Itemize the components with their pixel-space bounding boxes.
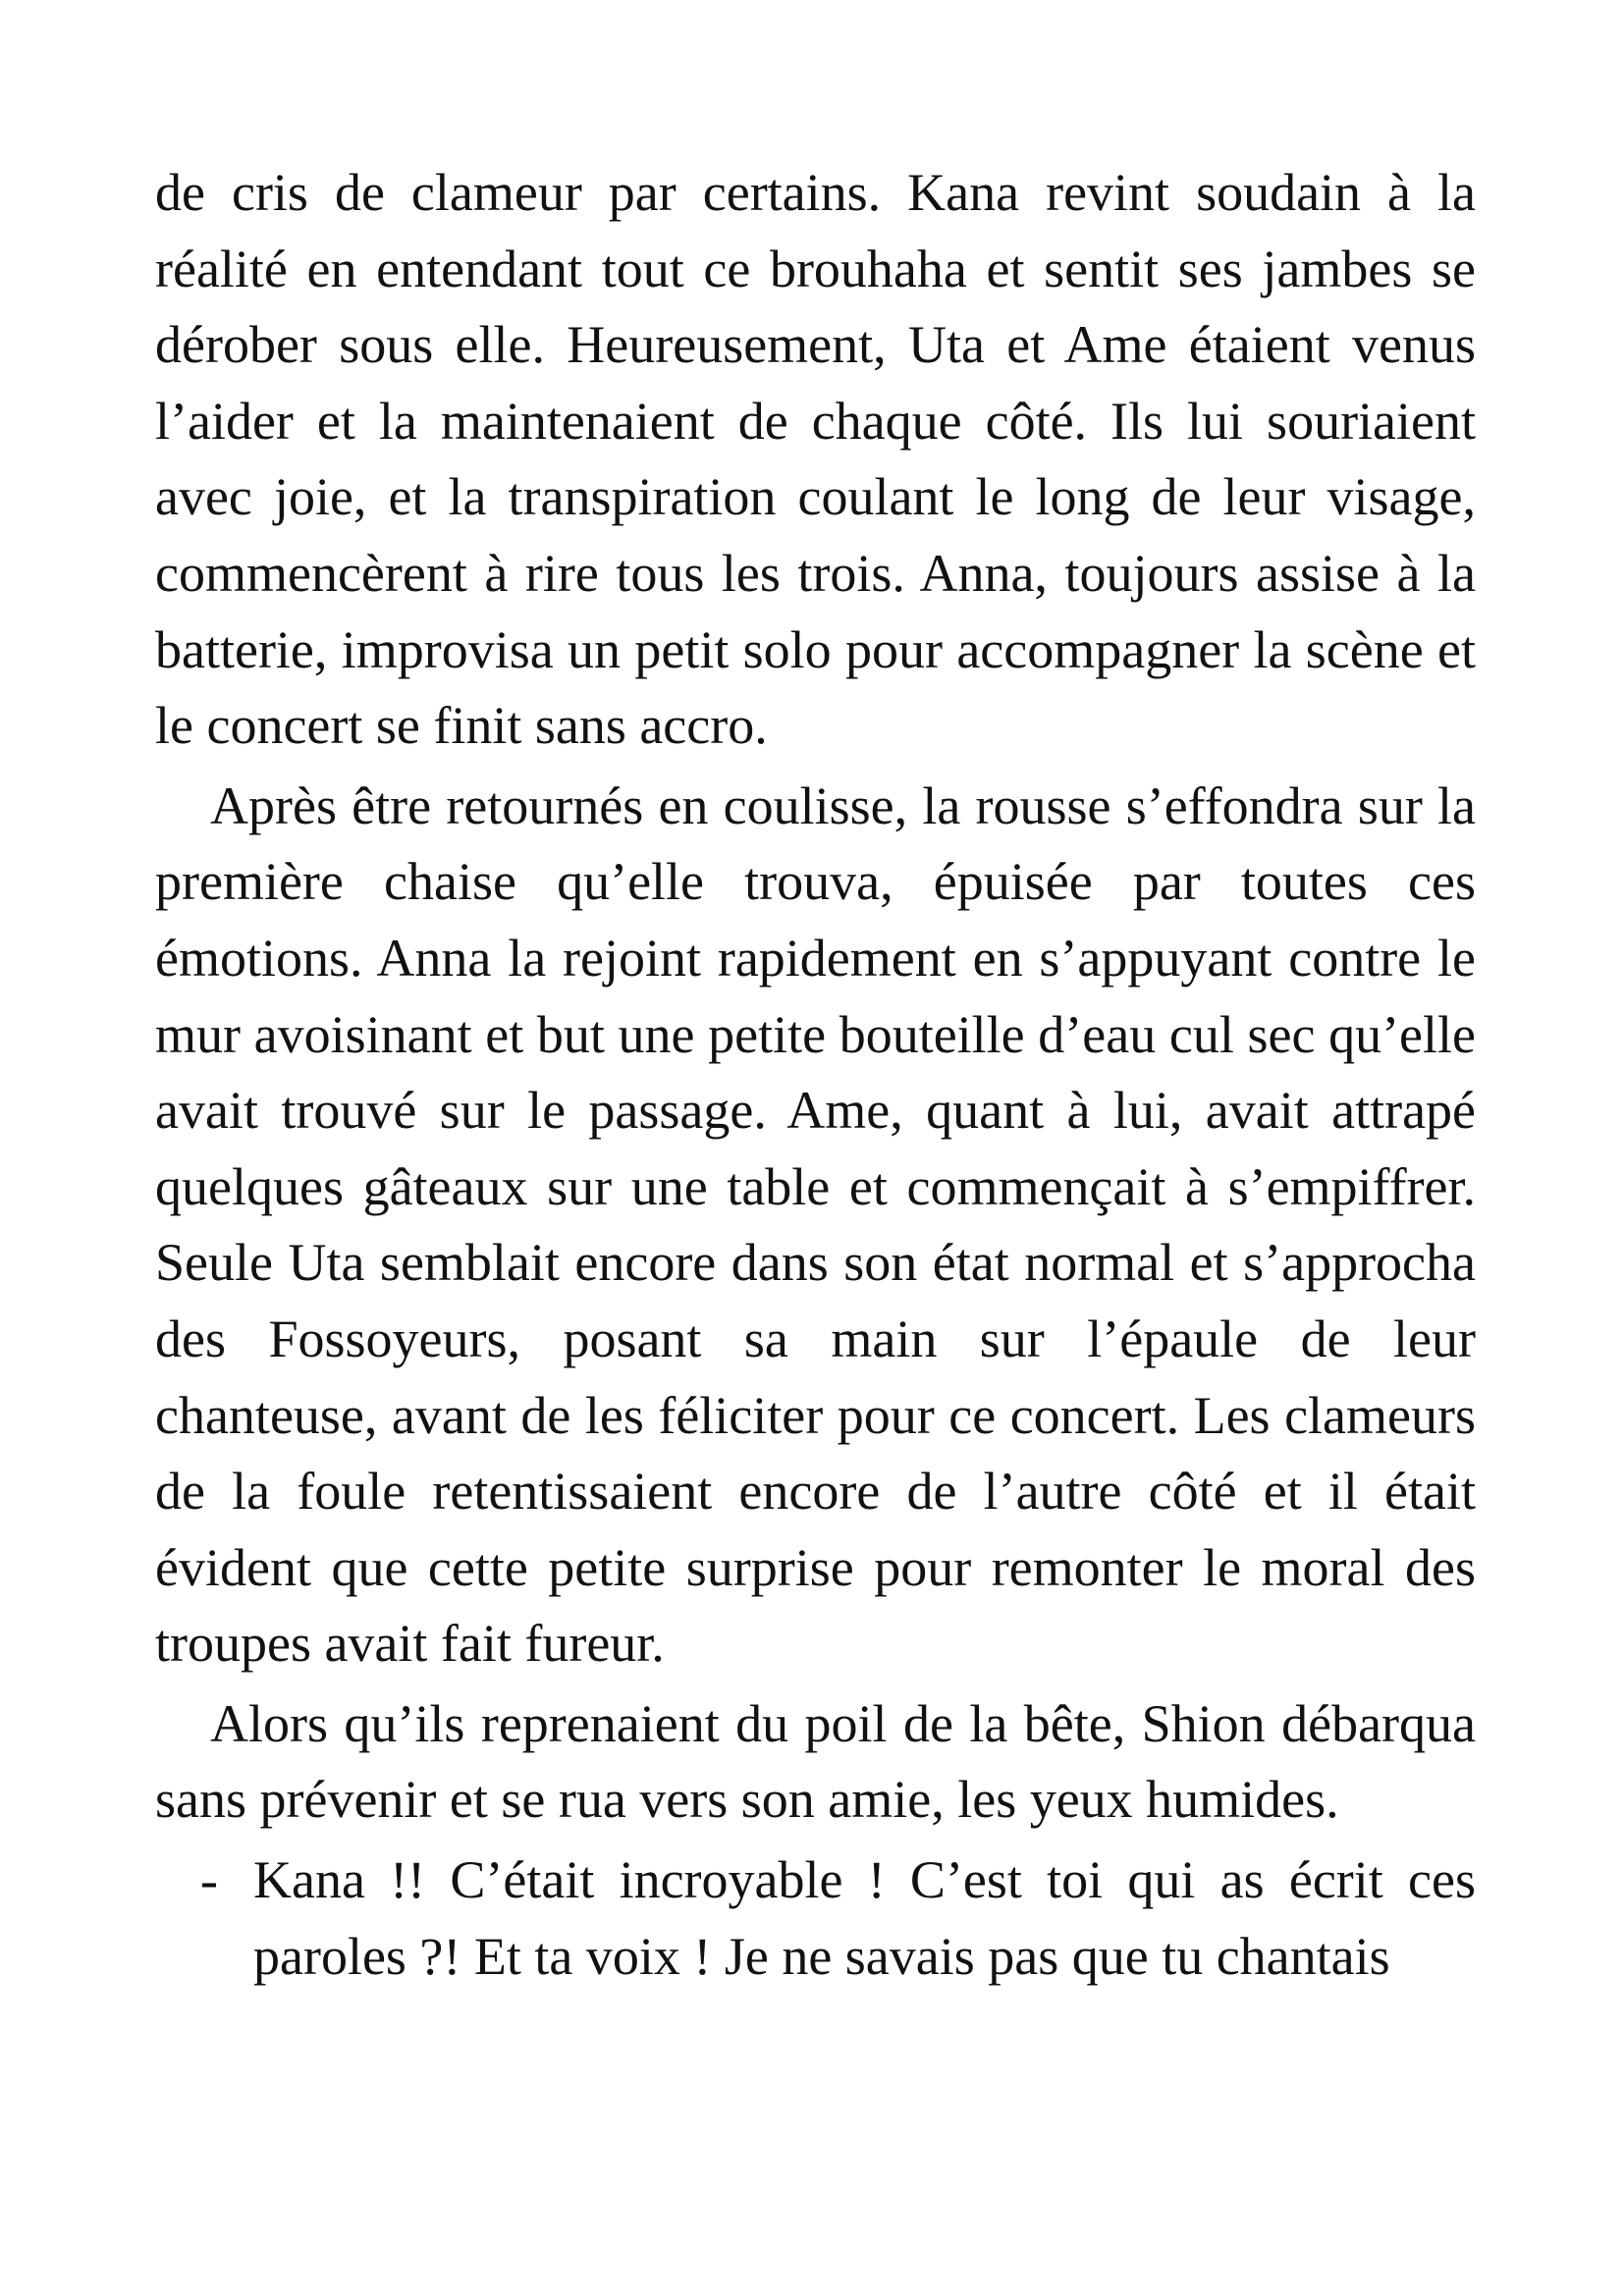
paragraph-2: Après être retournés en coulisse, la rousse s’effondra sur la première chaise qu’elle trouva, épuisée par toutes ces émotions. Anna la rejoint rapidement en s’appuyant contre le mur avoisinant et but une petite bouteille d’eau cul sec qu’elle avait trouvé sur le passage. Ame, quant à lui, avait attrapé quelques gâteaux sur une table et commençait à s’empiffrer. Seule Uta semblait encore dans son état normal et s’approcha des Fossoyeurs, posant sa main sur l’épaule de leur chanteuse, avant de les féliciter pour ce concert. Les clameurs de la foule retentissaient encore de l’autre côté et il était évident que cette petite surprise pour remonter le moral des troupes avait fait fureur. (155, 775, 1476, 1674)
dialogue-line (155, 1842, 1476, 1995)
page-body (155, 155, 1476, 1995)
dialogue-text: Kana !! C’était incroyable ! C’est toi qui as écrit ces paroles ?! Et ta voix ! Je ne savais pas que tu chantais (253, 1850, 1476, 1986)
paragraph-3: Alors qu’ils reprenaient du poil de la bête, Shion débarqua sans prévenir et se rua vers son amie, les yeux humides. (155, 1693, 1476, 1830)
dialogue-dash: - (200, 1850, 218, 1910)
paragraph-1: de cris de clameur par certains. Kana revint soudain à la réalité en entendant tout ce brouhaha et sentit ses jambes se dérober sous elle. Heureusement, Uta et Ame étaient venus l’aider et la maintenaient de chaque côté. Ils lui souriaient avec joie, et la transpiration coulant le long de leur visage, commencèrent à rire tous les trois. Anna, toujours assise à la batterie, improvisa un petit solo pour accompagner la scène et le concert se finit sans accro. (155, 163, 1476, 756)
